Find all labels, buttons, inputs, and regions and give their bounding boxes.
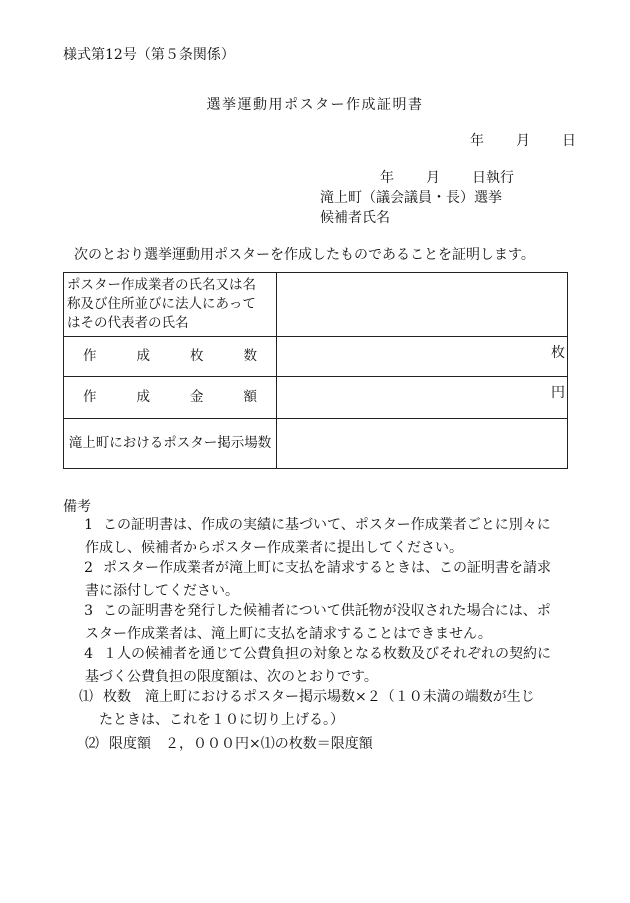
producer-value[interactable]	[277, 273, 568, 337]
unit-yen: 円	[551, 385, 565, 401]
date-year-label: 年	[470, 133, 484, 149]
table-row	[64, 273, 568, 337]
remark-text-cont: たときは、これを１０に切り上げる。）	[99, 711, 344, 728]
exec-year-label: 年	[380, 170, 394, 186]
remark-sub-number: ⑴	[79, 689, 93, 705]
date-month-label: 月	[516, 133, 530, 149]
remark-number: 3	[84, 603, 93, 619]
quantity-label	[64, 337, 277, 377]
label-char: 成	[136, 348, 150, 364]
producer-label	[64, 273, 277, 337]
certification-statement: 次のとおり選挙運動用ポスターを作成したものであることを証明します。	[74, 247, 535, 263]
remark-sub-item	[63, 686, 568, 731]
candidate-name-label: 候補者氏名	[320, 210, 390, 226]
amount-label	[64, 377, 277, 419]
remark-text-cont: スター作成業者は、滝上町に支払を請求することはできません。	[85, 625, 492, 642]
election-date	[380, 167, 514, 187]
remark-text-cont: 書に添付してください。	[85, 582, 239, 599]
label-char: 成	[136, 389, 150, 405]
issue-date	[470, 130, 576, 150]
label-line: はその代表者の氏名	[67, 315, 189, 331]
label-char: 作	[83, 348, 97, 364]
exec-month-label: 月	[426, 170, 440, 186]
date-day-label: 日	[562, 133, 576, 149]
remark-item	[63, 643, 568, 688]
label-char: 額	[243, 389, 257, 405]
table-row	[64, 377, 568, 419]
remark-text: １人の候補者を通じて公費負担の対象となる枚数及びそれぞれの契約に	[103, 646, 551, 662]
label-char: 数	[243, 348, 257, 364]
label-char: 作	[83, 389, 97, 405]
label-line: ポスター作成業者の氏名又は名	[67, 277, 256, 293]
remark-sub-item	[63, 733, 568, 756]
remark-text-cont: 基づく公費負担の限度額は、次のとおりです。	[85, 668, 378, 685]
unit-sheets: 枚	[551, 345, 565, 361]
remark-sub-number: ⑵	[85, 736, 99, 752]
quantity-value[interactable]	[277, 337, 568, 377]
label-line: 称及び住所並びに法人にあって	[67, 296, 256, 312]
remark-number: 1	[84, 517, 93, 533]
remarks-heading: 備考	[63, 499, 91, 515]
remark-text: 限度額 ２，０００円×⑴の枚数＝限度額	[109, 736, 373, 752]
remark-item	[63, 514, 568, 559]
poster-sites-value[interactable]	[277, 419, 568, 469]
label-char: 金	[190, 389, 204, 405]
exec-day-label: 日執行	[472, 170, 514, 186]
election-name: 滝上町（議会議員・長）選挙	[320, 190, 502, 206]
remark-number: 4	[84, 646, 93, 662]
table-row	[64, 337, 568, 377]
remark-number: 2	[84, 560, 93, 576]
remark-item	[63, 600, 568, 645]
table-row	[64, 419, 568, 469]
form-number: 様式第12号（第５条関係）	[63, 47, 235, 63]
amount-value[interactable]	[277, 377, 568, 419]
remark-text: この証明書は、作成の実績に基づいて、ポスター作成業者ごとに別々に	[103, 517, 551, 533]
certificate-table	[63, 272, 568, 469]
label-char: 枚	[190, 348, 204, 364]
remark-text: この証明書を発行した候補者について供託物が没収された場合には、ポ	[103, 603, 551, 619]
remark-text-cont: 作成し、候補者からポスター作成業者に提出してください。	[85, 539, 463, 556]
remark-text: ポスター作成業者が滝上町に支払を請求するときは、この証明書を請求	[103, 560, 551, 576]
poster-sites-label: 滝上町におけるポスター掲示場数	[64, 419, 277, 469]
remark-text: 枚数 滝上町におけるポスター掲示場数×２（１０未満の端数が生じ	[103, 689, 535, 705]
document-title: 選挙運動用ポスター作成証明書	[206, 97, 424, 113]
remark-item	[63, 557, 568, 602]
